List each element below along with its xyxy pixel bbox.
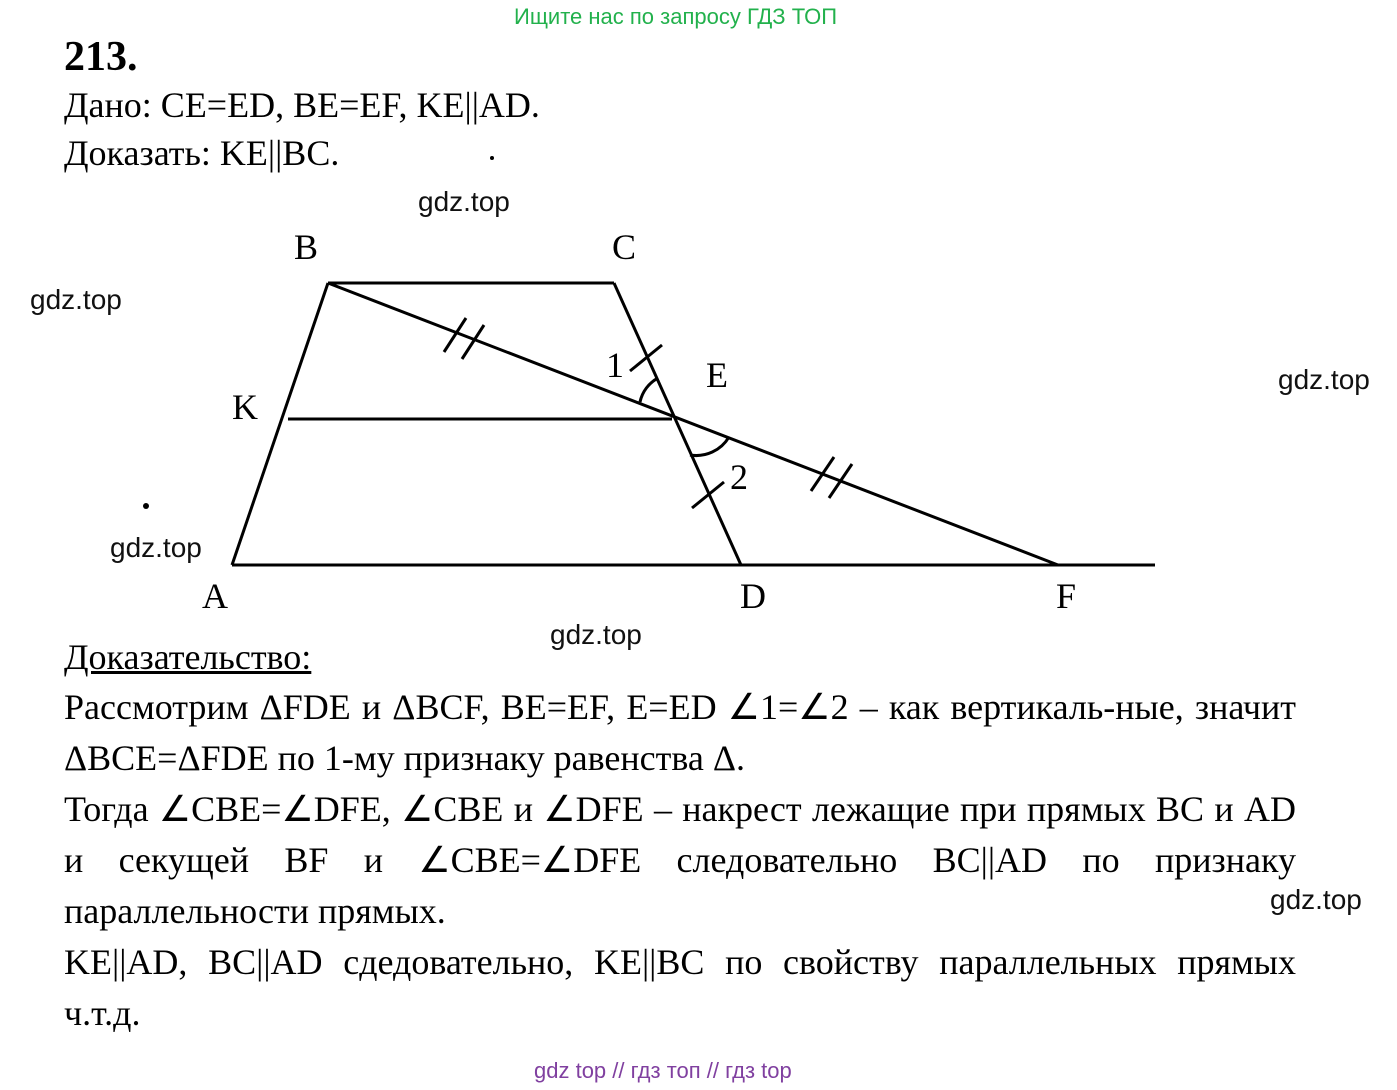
tick-ef-1 — [811, 457, 834, 491]
tick-ef-2 — [829, 464, 852, 498]
prove-line: Доказать: KE||BC. — [64, 133, 340, 173]
proof-paragraph-1: Рассмотрим ΔFDE и ΔBCF, BE=EF, E=ED ∠1=∠2 – как вертикаль-ные, значит ΔBCE=ΔFDE по 1-му признаку равенства Δ. — [64, 687, 1296, 778]
watermark-bottom-left: gdz.top — [110, 532, 202, 563]
watermark-right: gdz.top — [1278, 364, 1370, 395]
proof-paragraph-2: Тогда ∠CBE=∠DFE, ∠CBE и ∠DFE – накрест лежащие при прямых BC и AD и секущей BF и ∠CBE=∠DFE следовательно BC||AD по признаку параллельности прямых. — [64, 789, 1296, 931]
proof-text — [64, 682, 1296, 1039]
watermark-left: gdz.top — [30, 284, 122, 315]
watermark-center: gdz.top — [550, 619, 642, 650]
segment-bf — [328, 283, 1058, 565]
search-hint: Ищите нас по запросу ГДЗ ТОП — [514, 4, 838, 29]
angle-2-arc — [690, 437, 729, 456]
watermark-proof-right: gdz.top — [1270, 884, 1362, 915]
label-e: E — [706, 355, 728, 395]
label-f: F — [1056, 576, 1077, 616]
angle-2-label: 2 — [730, 457, 748, 497]
given-line: Дано: CE=ED, BE=EF, KE||AD. — [64, 85, 540, 125]
segment-cd — [614, 283, 741, 565]
label-k: K — [232, 387, 258, 427]
label-a: A — [202, 576, 228, 616]
label-c: C — [612, 227, 637, 267]
footer-text: gdz top // гдз топ // гдз top — [534, 1058, 792, 1083]
label-b: B — [294, 227, 319, 267]
proof-heading: Доказательство: — [64, 637, 312, 677]
problem-number: 213. — [64, 34, 138, 80]
angle-1-arc — [640, 378, 658, 402]
tick-ce — [630, 345, 662, 371]
angle-1-label: 1 — [606, 345, 624, 385]
label-d: D — [740, 576, 766, 616]
watermark-top: gdz.top — [418, 186, 510, 217]
tick-ed — [692, 482, 724, 508]
stray-dot-figure — [143, 503, 149, 509]
proof-paragraph-3: KE||AD, BC||AD сдедовательно, KE||BC по свойству параллельных прямых ч.т.д. — [64, 942, 1296, 1033]
